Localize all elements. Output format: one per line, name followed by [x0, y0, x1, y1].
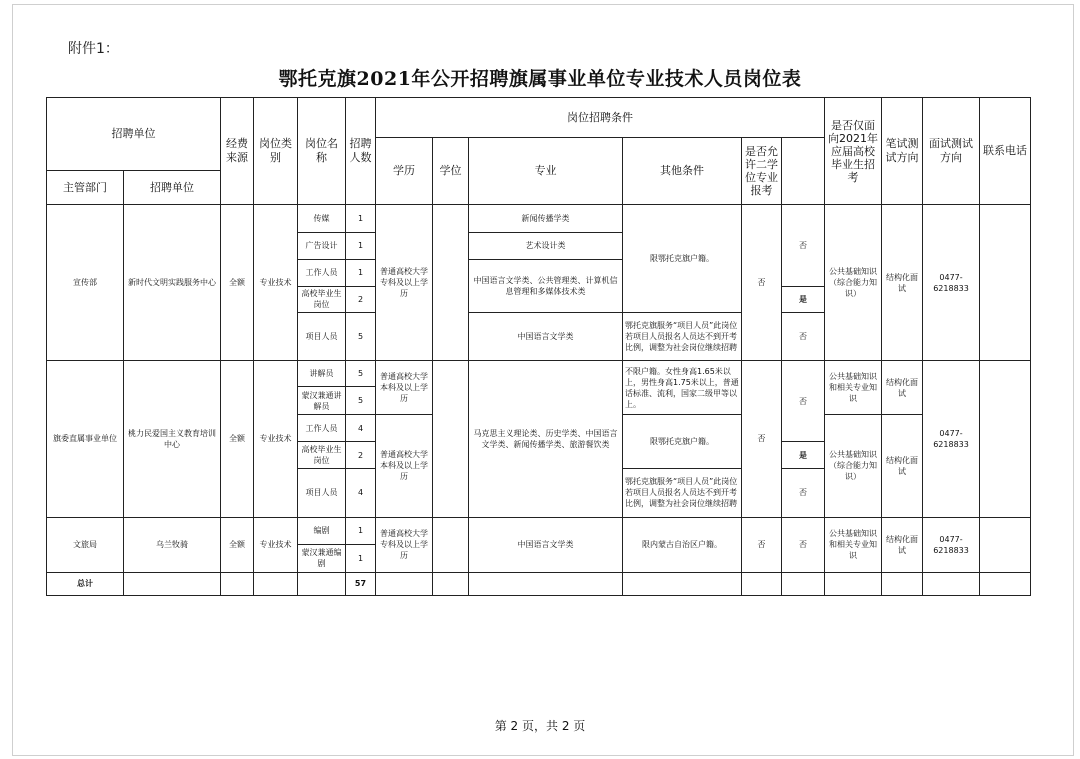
empty-cell — [376, 572, 433, 595]
unit-cell: 桃力民爱国主义教育培训中心 — [124, 360, 221, 517]
count-cell: 1 — [346, 259, 376, 286]
page-number: 第 2 页，共 2 页 — [494, 719, 586, 733]
post-name-cell: 讲解员 — [298, 360, 346, 386]
empty-cell — [623, 572, 742, 595]
page-title: 鄂托克旗2021年公开招聘旗属事业单位专业技术人员岗位表 — [278, 68, 802, 90]
dept-cell: 旗委直属事业单位 — [47, 360, 124, 517]
empty-cell — [825, 572, 882, 595]
fund-cell: 全额 — [221, 517, 254, 572]
header-dept: 主管部门 — [47, 171, 124, 205]
fund-cell: 全额 — [221, 360, 254, 517]
interview-cell: 结构化面试 — [882, 205, 923, 361]
degree-cell — [433, 360, 469, 517]
interview-cell: 结构化面试 — [882, 360, 923, 414]
allow-second-cell: 否 — [742, 360, 782, 517]
header-phone: 联系电话 — [980, 98, 1031, 205]
other-cell: 鄂托克旗服务“项目人员”此岗位若项目人员报名人员达不到开考比例，调整为社会岗位继续招聘 — [623, 469, 742, 517]
count-cell: 5 — [346, 387, 376, 415]
empty-cell — [254, 572, 298, 595]
written-cell: 公共基础知识和相关专业知识 — [825, 517, 882, 572]
grad-only-cell: 否 — [782, 360, 825, 441]
empty-cell — [433, 572, 469, 595]
total-row — [47, 572, 1031, 595]
empty-cell — [742, 572, 782, 595]
count-cell: 1 — [346, 232, 376, 259]
major-cell: 艺术设计类 — [469, 232, 623, 259]
other-cell: 鄂托克旗服务“项目人员”此岗位若项目人员报名人员达不到开考比例，调整为社会岗位继续招聘 — [623, 312, 742, 360]
count-cell: 2 — [346, 286, 376, 312]
post-name-cell: 工作人员 — [298, 415, 346, 442]
remark-cell — [980, 360, 1031, 517]
edu-cell: 普通高校大学专科及以上学历 — [376, 205, 433, 361]
grad-only-cell: 是 — [782, 442, 825, 469]
header-count: 招聘人数 — [346, 98, 376, 205]
dept-cell: 文旅局 — [47, 517, 124, 572]
major-cell: 新闻传播学类 — [469, 205, 623, 232]
remark-cell — [980, 517, 1031, 572]
post-name-cell: 蒙汉兼通讲解员 — [298, 387, 346, 415]
allow-second-cell: 否 — [742, 517, 782, 572]
dept-cell: 宣传部 — [47, 205, 124, 361]
grad-only-cell: 否 — [782, 205, 825, 286]
other-cell: 限内蒙古自治区户籍。 — [623, 517, 742, 572]
count-cell: 4 — [346, 469, 376, 517]
written-cell: 公共基础知识和相关专业知识 — [825, 360, 882, 414]
post-name-cell: 高校毕业生岗位 — [298, 442, 346, 469]
empty-cell — [298, 572, 346, 595]
header-interview: 面试测试方向 — [923, 98, 980, 205]
empty-cell — [782, 572, 825, 595]
empty-cell — [124, 572, 221, 595]
empty-cell — [221, 572, 254, 595]
phone-cell: 0477-6218833 — [923, 517, 980, 572]
grad-only-cell: 是 — [782, 286, 825, 312]
count-cell: 2 — [346, 442, 376, 469]
post-name-cell: 编剧 — [298, 517, 346, 544]
written-cell: 公共基础知识（综合能力知识） — [825, 415, 882, 517]
interview-cell: 结构化面试 — [882, 517, 923, 572]
header-unit: 招聘单位 — [124, 171, 221, 205]
table-row — [47, 205, 1031, 232]
empty-cell — [923, 572, 980, 595]
post-name-cell: 项目人员 — [298, 312, 346, 360]
empty-cell — [469, 572, 623, 595]
attachment-label: 附件1： — [68, 41, 119, 57]
grad-only-cell: 否 — [782, 469, 825, 517]
header-other: 其他条件 — [623, 138, 742, 205]
degree-cell — [433, 517, 469, 572]
header-post-name: 岗位名称 — [298, 98, 346, 205]
header-grad-only: 是否仅面向2021年应届高校毕业生招考 — [825, 98, 882, 205]
phone-cell: 0477-6218833 — [923, 360, 980, 517]
grad-only-cell: 否 — [782, 312, 825, 360]
unit-cell: 乌兰牧骑 — [124, 517, 221, 572]
count-cell: 1 — [346, 544, 376, 572]
edu-cell: 普通高校大学本科及以上学历 — [376, 360, 433, 414]
major-cell: 马克思主义理论类、历史学类、中国语言文学类、新闻传播学类、旅游餐饮类 — [469, 360, 623, 517]
major-cell: 中国语言文学类 — [469, 517, 623, 572]
written-cell: 公共基础知识（综合能力知识） — [825, 205, 882, 361]
phone-cell: 0477-6218833 — [923, 205, 980, 361]
post-type-cell: 专业技术 — [254, 517, 298, 572]
post-type-cell: 专业技术 — [254, 205, 298, 361]
header-post-type: 岗位类别 — [254, 98, 298, 205]
unit-cell: 新时代文明实践服务中心 — [124, 205, 221, 361]
post-name-cell: 广告设计 — [298, 232, 346, 259]
count-cell: 5 — [346, 360, 376, 386]
header-written: 笔试测试方向 — [882, 98, 923, 205]
other-cell: 限鄂托克旗户籍。 — [623, 205, 742, 312]
header-row-1 — [47, 98, 1031, 138]
empty-cell — [882, 572, 923, 595]
edu-cell: 普通高校大学本科及以上学历 — [376, 415, 433, 517]
header-major: 专业 — [469, 138, 623, 205]
count-cell: 1 — [346, 517, 376, 544]
header-conditions: 岗位招聘条件 — [376, 98, 825, 138]
post-name-cell: 传媒 — [298, 205, 346, 232]
post-type-cell: 专业技术 — [254, 360, 298, 517]
fund-cell: 全额 — [221, 205, 254, 361]
table-row — [47, 517, 1031, 544]
major-cell: 中国语言文学类 — [469, 312, 623, 360]
count-cell: 1 — [346, 205, 376, 232]
table-row — [47, 360, 1031, 386]
header-edu: 学历 — [376, 138, 433, 205]
allow-second-cell: 否 — [742, 205, 782, 361]
other-cell: 不限户籍。女性身高1.65米以上，男性身高1.75米以上，普通话标准、流利，国家二级甲等以上。 — [623, 360, 742, 414]
edu-cell: 普通高校大学专科及以上学历 — [376, 517, 433, 572]
grad-only-cell: 否 — [782, 517, 825, 572]
header-unit-group: 招聘单位 — [47, 98, 221, 171]
interview-cell: 结构化面试 — [882, 415, 923, 517]
position-table — [46, 97, 1031, 596]
count-cell: 5 — [346, 312, 376, 360]
degree-cell — [433, 205, 469, 361]
major-cell: 中国语言文学类、公共管理类、计算机信息管理和多媒体技术类 — [469, 259, 623, 312]
post-name-cell: 工作人员 — [298, 259, 346, 286]
post-name-cell: 蒙汉兼通编剧 — [298, 544, 346, 572]
total-count: 57 — [346, 572, 376, 595]
remark-cell — [980, 205, 1031, 361]
other-cell: 限鄂托克旗户籍。 — [623, 415, 742, 469]
post-name-cell: 高校毕业生岗位 — [298, 286, 346, 312]
post-name-cell: 项目人员 — [298, 469, 346, 517]
header-allow-second: 是否允许二学位专业报考 — [742, 138, 782, 205]
header-degree: 学位 — [433, 138, 469, 205]
total-label: 总计 — [47, 572, 124, 595]
header-fund: 经费来源 — [221, 98, 254, 205]
count-cell: 4 — [346, 415, 376, 442]
empty-cell — [980, 572, 1031, 595]
